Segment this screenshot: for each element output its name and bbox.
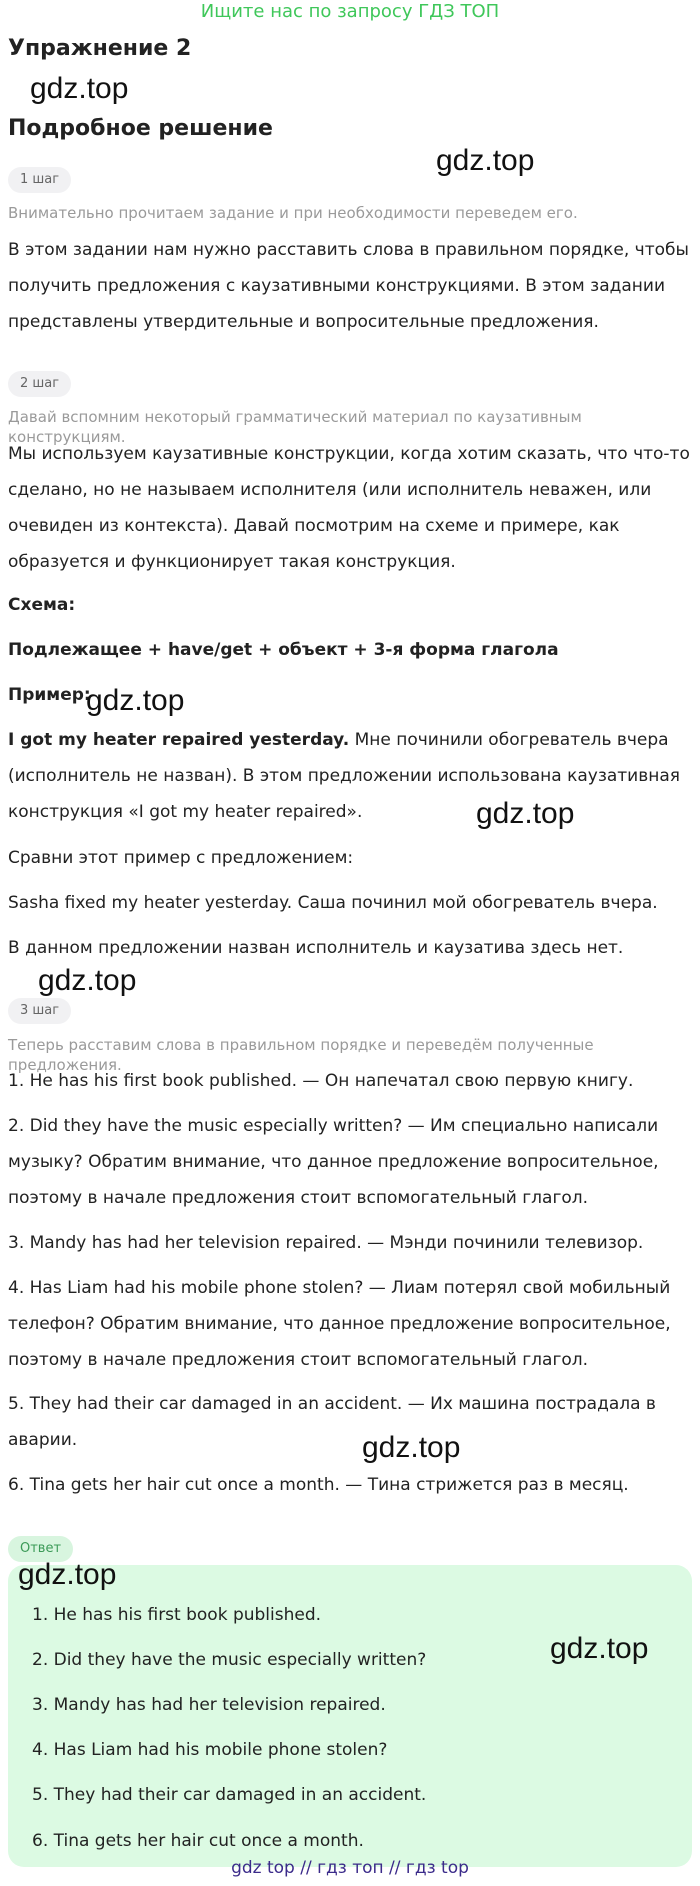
watermark: gdz.top (38, 964, 137, 997)
example-label: Пример: (8, 685, 91, 705)
step-2-hint: Давай вспомним некоторый грамматический материал по каузативным конструкциям. (8, 408, 582, 446)
step-3-item: 1. He has his first book published. — Он напечатал свою первую книгу. (8, 1071, 634, 1091)
answer-item: 5. They had their car damaged in an accident. (32, 1785, 427, 1805)
watermark: gdz.top (436, 144, 535, 177)
watermark: gdz.top (550, 1632, 649, 1665)
compare-intro: Сравни этот пример с предложением: (8, 848, 354, 868)
step-3-item: 6. Tina gets her hair cut once a month. — Тина стрижется раз в месяц. (8, 1475, 629, 1495)
compare-note: В данном предложении назван исполнитель и каузатива здесь нет. (8, 938, 624, 958)
example-text (8, 722, 696, 830)
watermark: gdz.top (476, 797, 575, 830)
compare-sentence: Sasha fixed my heater yesterday. Саша починил мой обогреватель вчера. (8, 893, 658, 913)
scheme-label: Схема: (8, 595, 76, 615)
answer-item: 3. Mandy has had her television repaired. (32, 1695, 386, 1715)
step-1-hint: Внимательно прочитаем задание и при необходимости переведем его. (8, 204, 578, 222)
step-3-item: 4. Has Liam had his mobile phone stolen? — Лиам потерял свой мобильный телефон? Обратим внимание, что данное предложение вопросительное, поэтому в начале предложения стоит вспомогательный глагол. (8, 1278, 671, 1370)
step-3-hint: Теперь расставим слова в правильном порядке и переведём полученные предложения. (8, 1036, 594, 1074)
step-3-badge: 3 шаг (8, 998, 71, 1024)
step-1-badge: 1 шаг (8, 167, 71, 193)
answer-item: 4. Has Liam had his mobile phone stolen? (32, 1740, 388, 1760)
example-sentence: I got my heater repaired yesterday. (8, 730, 350, 750)
step-3-item: 2. Did they have the music especially written? — Им специально написали музыку? Обратим внимание, что данное предложение вопросительное, поэтому в начале предложения стоит вспомогательный глагол. (8, 1116, 659, 1208)
watermark: gdz.top (18, 1558, 117, 1591)
step-1-text: В этом задании нам нужно расставить слова в правильном порядке, чтобы получить предложения с каузативными конструкциями. В этом задании представлены утвердительные и вопросительные предложения. (8, 240, 689, 332)
footer-links[interactable]: gdz top // гдз топ // гдз top (231, 1858, 469, 1878)
example-explanation: Мне починили обогреватель вчера (исполнитель не назван). В этом предложении использована каузативная конструкция «I got my heater repaired». (8, 730, 681, 822)
step-3-item: 3. Mandy has had her television repaired. — Мэнди починили телевизор. (8, 1233, 644, 1253)
solution-heading: Подробное решение (8, 116, 273, 141)
step-2-badge: 2 шаг (8, 371, 71, 397)
step-3-item: 5. They had their car damaged in an accident. — Их машина пострадала в аварии. (8, 1394, 656, 1450)
answer-badge: Ответ (8, 1536, 73, 1562)
exercise-title: Упражнение 2 (8, 36, 192, 61)
answer-item: 2. Did they have the music especially written? (32, 1650, 427, 1670)
step-2-text: Мы используем каузативные конструкции, когда хотим сказать, что что-то сделано, но не называем исполнителя (или исполнитель неважен, или очевиден из контекста). Давай посмотрим на схеме и примере, как образуется и функционирует такая конструкция. (8, 444, 690, 572)
scheme-formula: Подлежащее + have/get + объект + 3-я форма глагола (8, 640, 559, 660)
answer-box (8, 1565, 692, 1867)
answer-item: 1. He has his first book published. (32, 1605, 322, 1625)
watermark: gdz.top (30, 72, 129, 105)
watermark: gdz.top (86, 684, 185, 717)
watermark: gdz.top (362, 1431, 461, 1464)
answer-item: 6. Tina gets her hair cut once a month. (32, 1831, 364, 1851)
search-hint-link[interactable]: Ищите нас по запросу ГДЗ ТОП (200, 1, 500, 22)
